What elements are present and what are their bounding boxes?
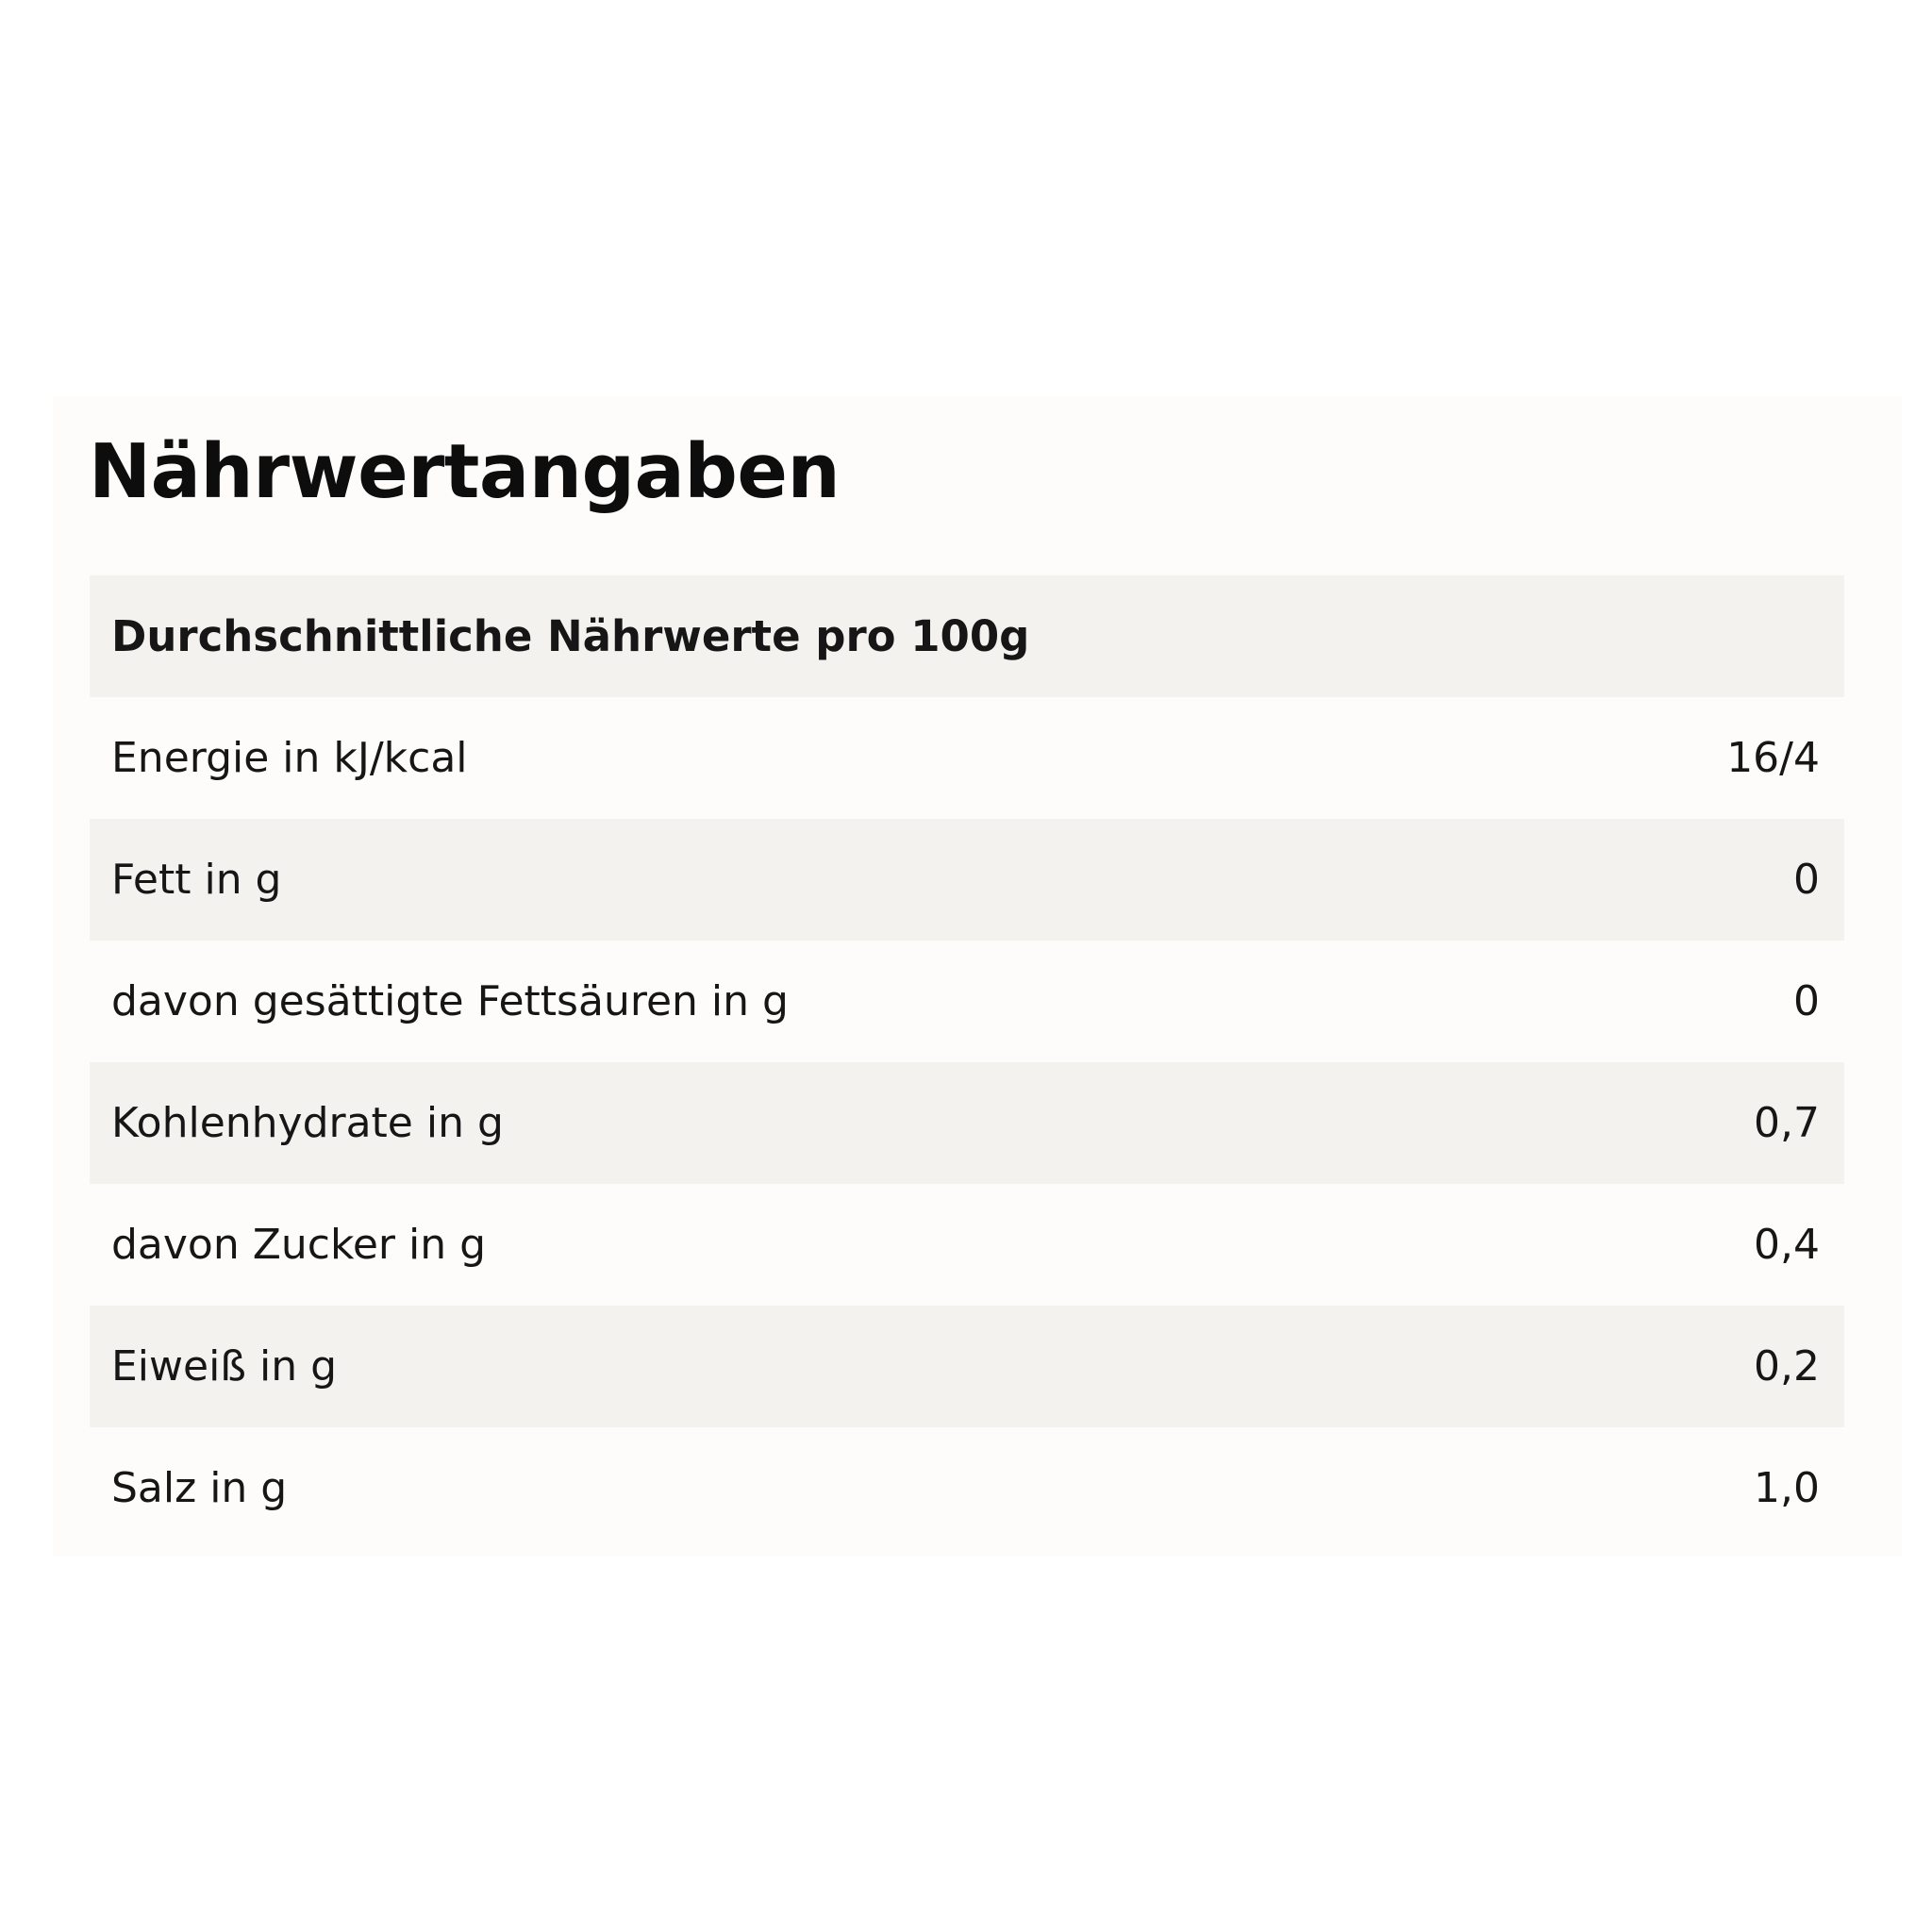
table-row (90, 941, 1844, 1062)
table-row (90, 1062, 1844, 1184)
table-row (90, 1306, 1844, 1427)
row-value: 0 (1793, 856, 1820, 904)
table-header-row (90, 575, 1844, 697)
table-row (90, 819, 1844, 941)
row-value: 0,4 (1754, 1221, 1820, 1269)
table-header-label: Durchschnittliche Nährwerte pro 100g (111, 611, 1030, 661)
row-value: 0 (1793, 977, 1820, 1025)
table-row (90, 1184, 1844, 1306)
row-value: 0,7 (1754, 1099, 1820, 1147)
row-label: Energie in kJ/kcal (111, 734, 468, 782)
row-value: 0,2 (1754, 1342, 1820, 1391)
table-row (90, 697, 1844, 819)
nutrition-table (90, 575, 1844, 1549)
row-label: Fett in g (111, 856, 282, 904)
row-label: davon Zucker in g (111, 1221, 487, 1269)
row-label: Eiweiß in g (111, 1342, 338, 1391)
row-label: Salz in g (111, 1464, 288, 1512)
row-value: 1,0 (1754, 1464, 1820, 1512)
row-value: 16/4 (1726, 734, 1820, 782)
table-row (90, 1427, 1844, 1549)
page-title: Nährwertangaben (89, 428, 841, 515)
row-label: davon gesättigte Fettsäuren in g (111, 977, 789, 1025)
row-label: Kohlenhydrate in g (111, 1099, 504, 1147)
